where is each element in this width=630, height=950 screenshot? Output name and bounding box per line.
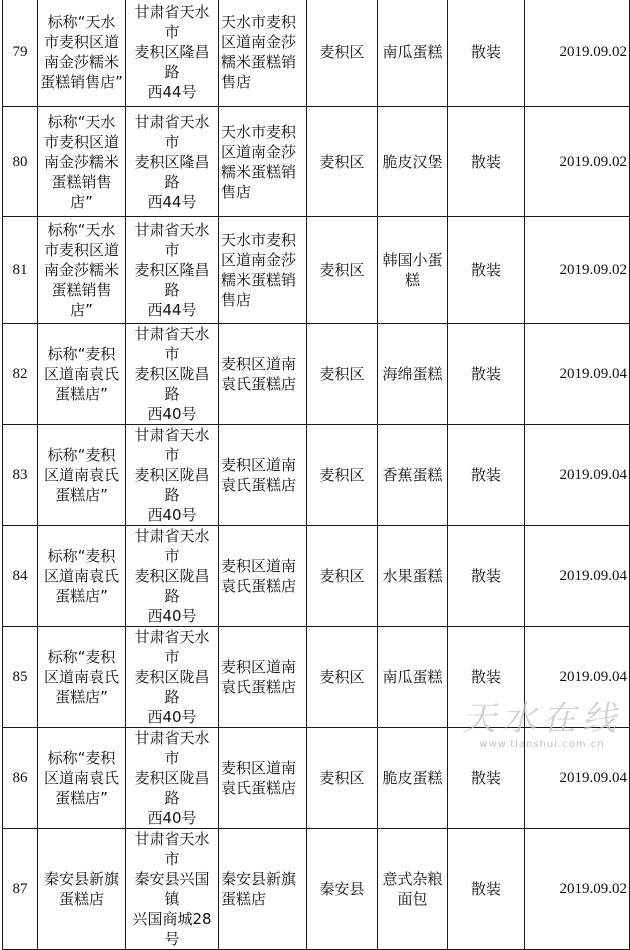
packaging-cell: 散装 [448,217,525,324]
sampled-unit-cell [219,425,307,526]
labeled-name-line: 区道南袁氏 [43,365,119,383]
labeled-name-line: 标称“麦积 [47,749,116,767]
packaging-cell: 散装 [448,0,525,107]
labeled-name-line: 标称“天水 [47,112,116,131]
sampled-unit-line: 天水市麦积 [221,12,297,31]
address-line: 西40号 [147,809,197,827]
sampled-unit-line: 袁氏蛋糕店 [221,375,297,393]
labeled-name-line: 标称“麦积 [47,547,116,565]
food-name-cell [378,0,448,107]
district-cell: 麦积区 [307,627,378,728]
inspection-results-table [2,0,630,950]
labeled-name-line: 市麦积区道 [43,32,119,51]
address-line: 甘肃省天水市 [134,2,210,41]
address-line: 麦积区隆昌路 [134,42,210,81]
food-name-line: 香蕉蛋糕 [382,466,443,484]
labeled-name-line: 南金莎糯米 [43,52,119,71]
food-name-cell [378,526,448,627]
sampled-unit-line: 麦积区道南 [221,355,297,373]
food-name-line: 水果蛋糕 [382,567,443,585]
table-row [3,526,630,627]
sampled-unit-cell [219,0,307,107]
address-line: 西40号 [147,506,197,524]
table-row [3,324,630,425]
labeled-name-line: 南金莎糯米 [43,261,119,279]
address-line: 西44号 [147,82,197,101]
address-line: 甘肃省天水市 [134,221,210,259]
address-line: 麦积区陇昌路 [134,567,210,605]
packaging-cell: 散装 [448,728,525,829]
labeled-name-line: 蛋糕店” [55,688,108,706]
row-number-cell: 87 [3,829,38,950]
sampled-unit-line: 区道南金莎 [221,32,297,51]
sampled-unit-line: 区道南金莎 [221,251,297,269]
labeled-name-line: 蛋糕店” [55,486,108,504]
sampled-unit-cell [219,526,307,627]
table-row [3,217,630,324]
sampled-unit-line: 糯米蛋糕销 [221,271,297,289]
labeled-name-line: 蛋糕店” [55,789,108,807]
date-cell: 2019.09.02 [525,0,630,107]
labeled-name-line: 蛋糕店” [55,587,108,605]
sampled-unit-line: 糯米蛋糕销 [221,52,297,71]
sampled-unit-line: 蛋糕店 [221,890,267,908]
packaging-cell: 散装 [448,324,525,425]
address-line: 麦积区隆昌路 [134,261,210,299]
sampled-unit-line: 售店 [221,291,252,309]
address-line: 甘肃省天水市 [134,112,210,151]
sampled-unit-line: 麦积区道南 [221,658,297,676]
labeled-name-line: 秦安县新旗 [43,870,119,888]
food-name-cell [378,829,448,950]
district-cell: 麦积区 [307,107,378,217]
address-line: 麦积区陇昌路 [134,365,210,403]
address-line: 西40号 [147,405,197,423]
food-name-cell [378,425,448,526]
sampled-unit-line: 糯米蛋糕销 [221,162,297,181]
address-line: 甘肃省天水市 [134,426,210,464]
sampled-unit-cell [219,107,307,217]
address-line: 兴国商城28号 [132,910,212,948]
address-line: 甘肃省天水市 [134,729,210,767]
row-number-cell: 79 [3,0,38,107]
address-line: 麦积区隆昌路 [134,152,210,191]
food-name-cell [378,324,448,425]
table-row [3,107,630,217]
food-name-line: 韩国小蛋 [382,251,443,269]
labeled-name-line: 蛋糕销售 [51,172,112,191]
sampled-unit-cell [219,728,307,829]
district-cell: 秦安县 [307,829,378,950]
food-name-cell [378,627,448,728]
labeled-name-line: 标称“麦积 [47,345,116,363]
row-number-cell: 84 [3,526,38,627]
address-line: 甘肃省天水市 [134,628,210,666]
address-line: 西44号 [147,301,197,319]
address-line: 麦积区陇昌路 [134,668,210,706]
sampled-unit-line: 天水市麦积 [221,231,297,249]
address-cell [126,425,219,526]
sampled-unit-line: 袁氏蛋糕店 [221,779,297,797]
sampled-unit-line: 麦积区道南 [221,759,297,777]
row-number-cell: 83 [3,425,38,526]
table-row [3,627,630,728]
address-line: 西44号 [147,192,197,211]
sampled-unit-cell [219,627,307,728]
labeled-name-line: 区道南袁氏 [43,466,119,484]
table-row [3,829,630,950]
district-cell: 麦积区 [307,0,378,107]
date-cell: 2019.09.04 [525,728,630,829]
watermark-logo-text: 天水在线 [462,699,622,739]
address-cell [126,107,219,217]
address-cell [126,728,219,829]
food-name-cell [378,728,448,829]
labeled-name-cell [38,829,126,950]
date-cell: 2019.09.04 [525,425,630,526]
district-cell: 麦积区 [307,526,378,627]
district-cell: 麦积区 [307,217,378,324]
labeled-name-line: 区道南袁氏 [43,769,119,787]
sampled-unit-cell [219,324,307,425]
labeled-name-line: 南金莎糯米 [43,152,119,171]
labeled-name-line: 标称“天水 [47,12,116,31]
row-number-cell: 81 [3,217,38,324]
food-name-cell [378,217,448,324]
labeled-name-line: 标称“天水 [47,221,116,239]
row-number-cell: 82 [3,324,38,425]
food-name-line: 糕 [404,271,420,289]
labeled-name-cell [38,425,126,526]
labeled-name-line: 区道南袁氏 [43,567,119,585]
packaging-cell: 散装 [448,425,525,526]
packaging-cell: 散装 [448,107,525,217]
date-cell: 2019.09.02 [525,217,630,324]
labeled-name-line: 标称“麦积 [47,446,116,464]
address-line: 西40号 [147,607,197,625]
address-cell [126,627,219,728]
address-cell [126,324,219,425]
food-name-line: 脆皮蛋糕 [382,769,443,787]
row-number-cell: 85 [3,627,38,728]
food-name-line: 意式杂粮 [382,870,443,888]
sampled-unit-line: 袁氏蛋糕店 [221,577,297,595]
district-cell: 麦积区 [307,425,378,526]
labeled-name-line: 区道南袁氏 [43,668,119,686]
address-line: 西40号 [147,708,197,726]
date-cell: 2019.09.02 [525,107,630,217]
labeled-name-cell [38,217,126,324]
food-name-line: 海绵蛋糕 [382,365,443,383]
sampled-unit-line: 区道南金莎 [221,142,297,161]
address-cell [126,526,219,627]
labeled-name-cell [38,324,126,425]
date-cell: 2019.09.02 [525,829,630,950]
labeled-name-line: 蛋糕销售 [51,281,112,299]
labeled-name-cell [38,107,126,217]
packaging-cell: 散装 [448,627,525,728]
row-number-cell: 80 [3,107,38,217]
labeled-name-cell [38,526,126,627]
table-row [3,425,630,526]
labeled-name-cell [38,728,126,829]
labeled-name-line: 市麦积区道 [43,132,119,151]
sampled-unit-cell [219,217,307,324]
date-cell: 2019.09.04 [525,627,630,728]
address-line: 秦安县兴国镇 [134,870,210,908]
sampled-unit-line: 秦安县新旗 [221,870,297,888]
sampled-unit-line: 袁氏蛋糕店 [221,678,297,696]
district-cell: 麦积区 [307,728,378,829]
watermark-url: www.tianshui.com.cn [479,739,605,750]
table-body [3,0,630,950]
address-line: 甘肃省天水市 [134,830,210,868]
food-name-cell [378,107,448,217]
date-cell: 2019.09.04 [525,324,630,425]
labeled-name-cell [38,0,126,107]
address-line: 麦积区陇昌路 [134,769,210,807]
row-number-cell: 86 [3,728,38,829]
address-line: 甘肃省天水市 [134,527,210,565]
table-row [3,0,630,107]
food-name-line: 南瓜蛋糕 [382,42,443,61]
table-row [3,728,630,829]
labeled-name-line: 蛋糕销售店” [40,72,123,91]
sampled-unit-line: 麦积区道南 [221,456,297,474]
labeled-name-cell [38,627,126,728]
sampled-unit-line: 售店 [221,182,252,201]
food-name-line: 脆皮汉堡 [382,152,443,171]
district-cell: 麦积区 [307,324,378,425]
labeled-name-line: 店” [70,301,93,319]
sampled-unit-cell [219,829,307,950]
labeled-name-line: 蛋糕店 [58,890,104,908]
packaging-cell: 散装 [448,526,525,627]
sampled-unit-line: 售店 [221,72,252,91]
packaging-cell: 散装 [448,829,525,950]
address-cell [126,0,219,107]
address-cell [126,829,219,950]
labeled-name-line: 标称“麦积 [47,648,116,666]
address-line: 甘肃省天水市 [134,325,210,363]
date-cell: 2019.09.04 [525,526,630,627]
food-name-line: 南瓜蛋糕 [382,668,443,686]
sampled-unit-line: 袁氏蛋糕店 [221,476,297,494]
address-cell [126,217,219,324]
sampled-unit-line: 天水市麦积 [221,122,297,141]
address-line: 麦积区陇昌路 [134,466,210,504]
sampled-unit-line: 麦积区道南 [221,557,297,575]
food-name-line: 面包 [397,890,428,908]
labeled-name-line: 蛋糕店” [55,385,108,403]
labeled-name-line: 市麦积区道 [43,241,119,259]
labeled-name-line: 店” [70,192,93,211]
